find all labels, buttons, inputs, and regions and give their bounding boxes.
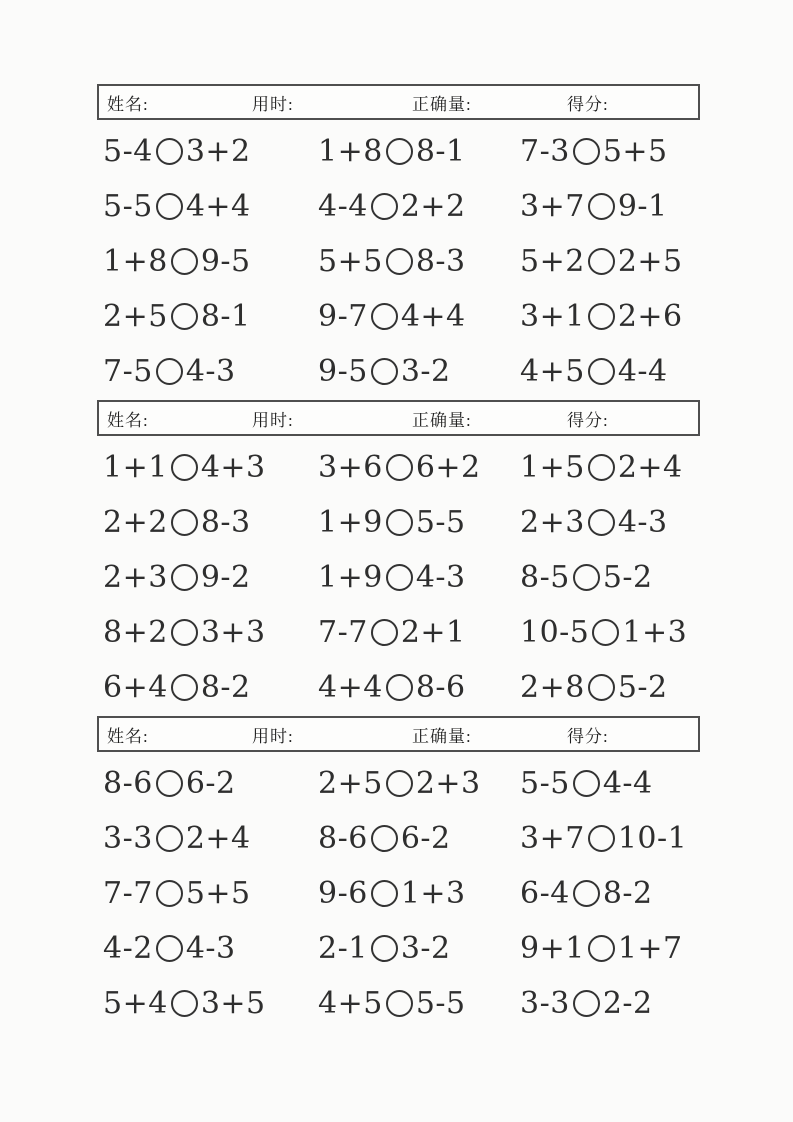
problem — [318, 605, 520, 660]
comparison-circle-icon — [588, 358, 615, 385]
comparison-circle-icon — [156, 358, 183, 385]
problem — [103, 811, 318, 866]
comparison-circle-icon — [386, 138, 413, 165]
left-expression: 2+2 — [103, 505, 168, 540]
comparison-circle-icon — [156, 138, 183, 165]
correct-count-label: 正确量: — [412, 410, 472, 430]
comparison-circle-icon — [386, 509, 413, 536]
problem — [103, 866, 318, 921]
left-expression: 4-4 — [318, 189, 368, 224]
comparison-circle-icon — [588, 193, 615, 220]
problem — [103, 179, 318, 234]
comparison-circle-icon — [371, 358, 398, 385]
problem — [520, 605, 700, 660]
left-expression: 5+2 — [520, 244, 585, 279]
right-expression: 6-2 — [400, 821, 451, 856]
left-expression: 3-3 — [103, 821, 153, 856]
problem — [520, 921, 700, 976]
left-expression: 9-5 — [318, 354, 368, 389]
comparison-circle-icon — [573, 880, 600, 907]
problem — [520, 440, 700, 495]
right-expression: 4-4 — [602, 766, 653, 801]
left-expression: 9+1 — [520, 931, 585, 966]
problem — [520, 866, 700, 921]
left-expression: 7-5 — [103, 354, 153, 389]
left-expression: 9-6 — [318, 876, 368, 911]
problem — [103, 440, 318, 495]
right-expression: 9-1 — [617, 189, 668, 224]
problem — [318, 234, 520, 289]
comparison-circle-icon — [371, 825, 398, 852]
score-label: 得分: — [567, 410, 609, 430]
problem — [103, 921, 318, 976]
comparison-circle-icon — [592, 619, 619, 646]
comparison-circle-icon — [588, 825, 615, 852]
comparison-circle-icon — [371, 619, 398, 646]
left-expression: 7-7 — [318, 615, 368, 650]
left-expression: 4+4 — [318, 670, 383, 705]
problem — [318, 550, 520, 605]
comparison-circle-icon — [171, 248, 198, 275]
left-expression: 3+6 — [318, 450, 383, 485]
right-expression: 4-3 — [185, 354, 236, 389]
comparison-circle-icon — [156, 825, 183, 852]
problem — [318, 976, 520, 1031]
left-expression: 4-2 — [103, 931, 153, 966]
right-expression: 3+5 — [200, 986, 266, 1021]
score-label: 得分: — [567, 726, 609, 746]
comparison-circle-icon — [386, 248, 413, 275]
right-expression: 4-3 — [415, 560, 466, 595]
comparison-circle-icon — [386, 454, 413, 481]
comparison-circle-icon — [171, 303, 198, 330]
right-expression: 3-2 — [400, 354, 451, 389]
comparison-circle-icon — [156, 935, 183, 962]
right-expression: 8-2 — [602, 876, 653, 911]
left-expression: 6+4 — [103, 670, 168, 705]
right-expression: 2+5 — [617, 244, 683, 279]
problem — [318, 344, 520, 399]
problem — [103, 660, 318, 715]
comparison-circle-icon — [171, 509, 198, 536]
worksheet-section-3 — [97, 716, 700, 1031]
comparison-circle-icon — [386, 990, 413, 1017]
problem — [103, 605, 318, 660]
left-expression: 1+8 — [318, 134, 383, 169]
problem-grid — [97, 124, 700, 399]
comparison-circle-icon — [573, 770, 600, 797]
problem — [318, 179, 520, 234]
problem — [103, 495, 318, 550]
problem — [318, 495, 520, 550]
comparison-circle-icon — [588, 674, 615, 701]
problem — [103, 550, 318, 605]
right-expression: 2+6 — [617, 299, 683, 334]
left-expression: 3+1 — [520, 299, 585, 334]
problem — [103, 124, 318, 179]
info-header — [97, 84, 700, 120]
right-expression: 2+4 — [185, 821, 251, 856]
problem — [520, 811, 700, 866]
left-expression: 7-7 — [103, 876, 153, 911]
problem — [520, 495, 700, 550]
problem — [103, 289, 318, 344]
name-label: 姓名: — [107, 94, 149, 114]
comparison-circle-icon — [588, 303, 615, 330]
score-label: 得分: — [567, 94, 609, 114]
problem — [520, 976, 700, 1031]
right-expression: 2+1 — [400, 615, 466, 650]
problem — [520, 289, 700, 344]
worksheet-content — [97, 84, 700, 1032]
left-expression: 1+8 — [103, 244, 168, 279]
right-expression: 3+2 — [185, 134, 251, 169]
right-expression: 5-5 — [415, 986, 466, 1021]
left-expression: 1+9 — [318, 505, 383, 540]
right-expression: 2+4 — [617, 450, 683, 485]
right-expression: 5+5 — [602, 134, 668, 169]
problem — [520, 660, 700, 715]
comparison-circle-icon — [573, 990, 600, 1017]
problem-grid — [97, 756, 700, 1031]
comparison-circle-icon — [588, 248, 615, 275]
left-expression: 5-5 — [103, 189, 153, 224]
comparison-circle-icon — [371, 880, 398, 907]
right-expression: 1+3 — [400, 876, 466, 911]
right-expression: 5-2 — [602, 560, 653, 595]
left-expression: 8-5 — [520, 560, 570, 595]
right-expression: 2-2 — [602, 986, 653, 1021]
right-expression: 6+2 — [415, 450, 481, 485]
right-expression: 4+4 — [400, 299, 466, 334]
right-expression: 5+5 — [185, 876, 251, 911]
left-expression: 2+5 — [318, 766, 383, 801]
right-expression: 3+3 — [200, 615, 266, 650]
comparison-circle-icon — [171, 674, 198, 701]
left-expression: 10-5 — [520, 615, 590, 650]
problem — [318, 440, 520, 495]
problem — [520, 234, 700, 289]
left-expression: 5+4 — [103, 986, 168, 1021]
worksheet-section-1 — [97, 84, 700, 399]
left-expression: 9-7 — [318, 299, 368, 334]
comparison-circle-icon — [371, 935, 398, 962]
name-label: 姓名: — [107, 410, 149, 430]
right-expression: 5-5 — [415, 505, 466, 540]
right-expression: 8-3 — [200, 505, 251, 540]
left-expression: 1+1 — [103, 450, 168, 485]
right-expression: 9-2 — [200, 560, 251, 595]
problem — [318, 921, 520, 976]
left-expression: 2+8 — [520, 670, 585, 705]
info-header — [97, 716, 700, 752]
problem — [318, 866, 520, 921]
right-expression: 6-2 — [185, 766, 236, 801]
problem — [520, 179, 700, 234]
left-expression: 1+9 — [318, 560, 383, 595]
right-expression: 4-3 — [617, 505, 668, 540]
problem — [520, 124, 700, 179]
left-expression: 3+7 — [520, 189, 585, 224]
right-expression: 8-3 — [415, 244, 466, 279]
right-expression: 3-2 — [400, 931, 451, 966]
problem — [103, 976, 318, 1031]
problem — [520, 756, 700, 811]
time-label: 用时: — [252, 94, 294, 114]
problem — [318, 756, 520, 811]
left-expression: 4+5 — [520, 354, 585, 389]
comparison-circle-icon — [171, 990, 198, 1017]
problem — [103, 234, 318, 289]
name-label: 姓名: — [107, 726, 149, 746]
right-expression: 1+7 — [617, 931, 683, 966]
comparison-circle-icon — [386, 674, 413, 701]
worksheet-section-2 — [97, 400, 700, 715]
comparison-circle-icon — [171, 564, 198, 591]
left-expression: 8-6 — [103, 766, 153, 801]
correct-count-label: 正确量: — [412, 94, 472, 114]
right-expression: 8-2 — [200, 670, 251, 705]
comparison-circle-icon — [386, 770, 413, 797]
left-expression: 3-3 — [520, 986, 570, 1021]
comparison-circle-icon — [573, 564, 600, 591]
right-expression: 4+3 — [200, 450, 266, 485]
left-expression: 4+5 — [318, 986, 383, 1021]
left-expression: 5-4 — [103, 134, 153, 169]
right-expression: 4-3 — [185, 931, 236, 966]
comparison-circle-icon — [588, 935, 615, 962]
problem — [103, 756, 318, 811]
right-expression: 2+2 — [400, 189, 466, 224]
left-expression: 2+3 — [520, 505, 585, 540]
info-header — [97, 400, 700, 436]
left-expression: 7-3 — [520, 134, 570, 169]
problem — [520, 550, 700, 605]
right-expression: 8-1 — [200, 299, 251, 334]
comparison-circle-icon — [371, 193, 398, 220]
correct-count-label: 正确量: — [412, 726, 472, 746]
comparison-circle-icon — [588, 454, 615, 481]
comparison-circle-icon — [171, 619, 198, 646]
comparison-circle-icon — [386, 564, 413, 591]
problem — [318, 289, 520, 344]
comparison-circle-icon — [156, 193, 183, 220]
right-expression: 1+3 — [622, 615, 688, 650]
right-expression: 8-6 — [415, 670, 466, 705]
comparison-circle-icon — [573, 138, 600, 165]
right-expression: 5-2 — [617, 670, 668, 705]
time-label: 用时: — [252, 726, 294, 746]
left-expression: 2+5 — [103, 299, 168, 334]
right-expression: 4-4 — [617, 354, 668, 389]
right-expression: 4+4 — [185, 189, 251, 224]
problem — [318, 124, 520, 179]
problem — [520, 344, 700, 399]
right-expression: 9-5 — [200, 244, 251, 279]
left-expression: 2+3 — [103, 560, 168, 595]
problem — [318, 660, 520, 715]
left-expression: 6-4 — [520, 876, 570, 911]
problem — [103, 344, 318, 399]
left-expression: 3+7 — [520, 821, 585, 856]
problem — [318, 811, 520, 866]
comparison-circle-icon — [156, 770, 183, 797]
left-expression: 5-5 — [520, 766, 570, 801]
left-expression: 8+2 — [103, 615, 168, 650]
time-label: 用时: — [252, 410, 294, 430]
comparison-circle-icon — [171, 454, 198, 481]
right-expression: 8-1 — [415, 134, 466, 169]
right-expression: 10-1 — [617, 821, 688, 856]
left-expression: 1+5 — [520, 450, 585, 485]
comparison-circle-icon — [156, 880, 183, 907]
comparison-circle-icon — [371, 303, 398, 330]
right-expression: 2+3 — [415, 766, 481, 801]
left-expression: 2-1 — [318, 931, 368, 966]
problem-grid — [97, 440, 700, 715]
left-expression: 8-6 — [318, 821, 368, 856]
comparison-circle-icon — [588, 509, 615, 536]
left-expression: 5+5 — [318, 244, 383, 279]
